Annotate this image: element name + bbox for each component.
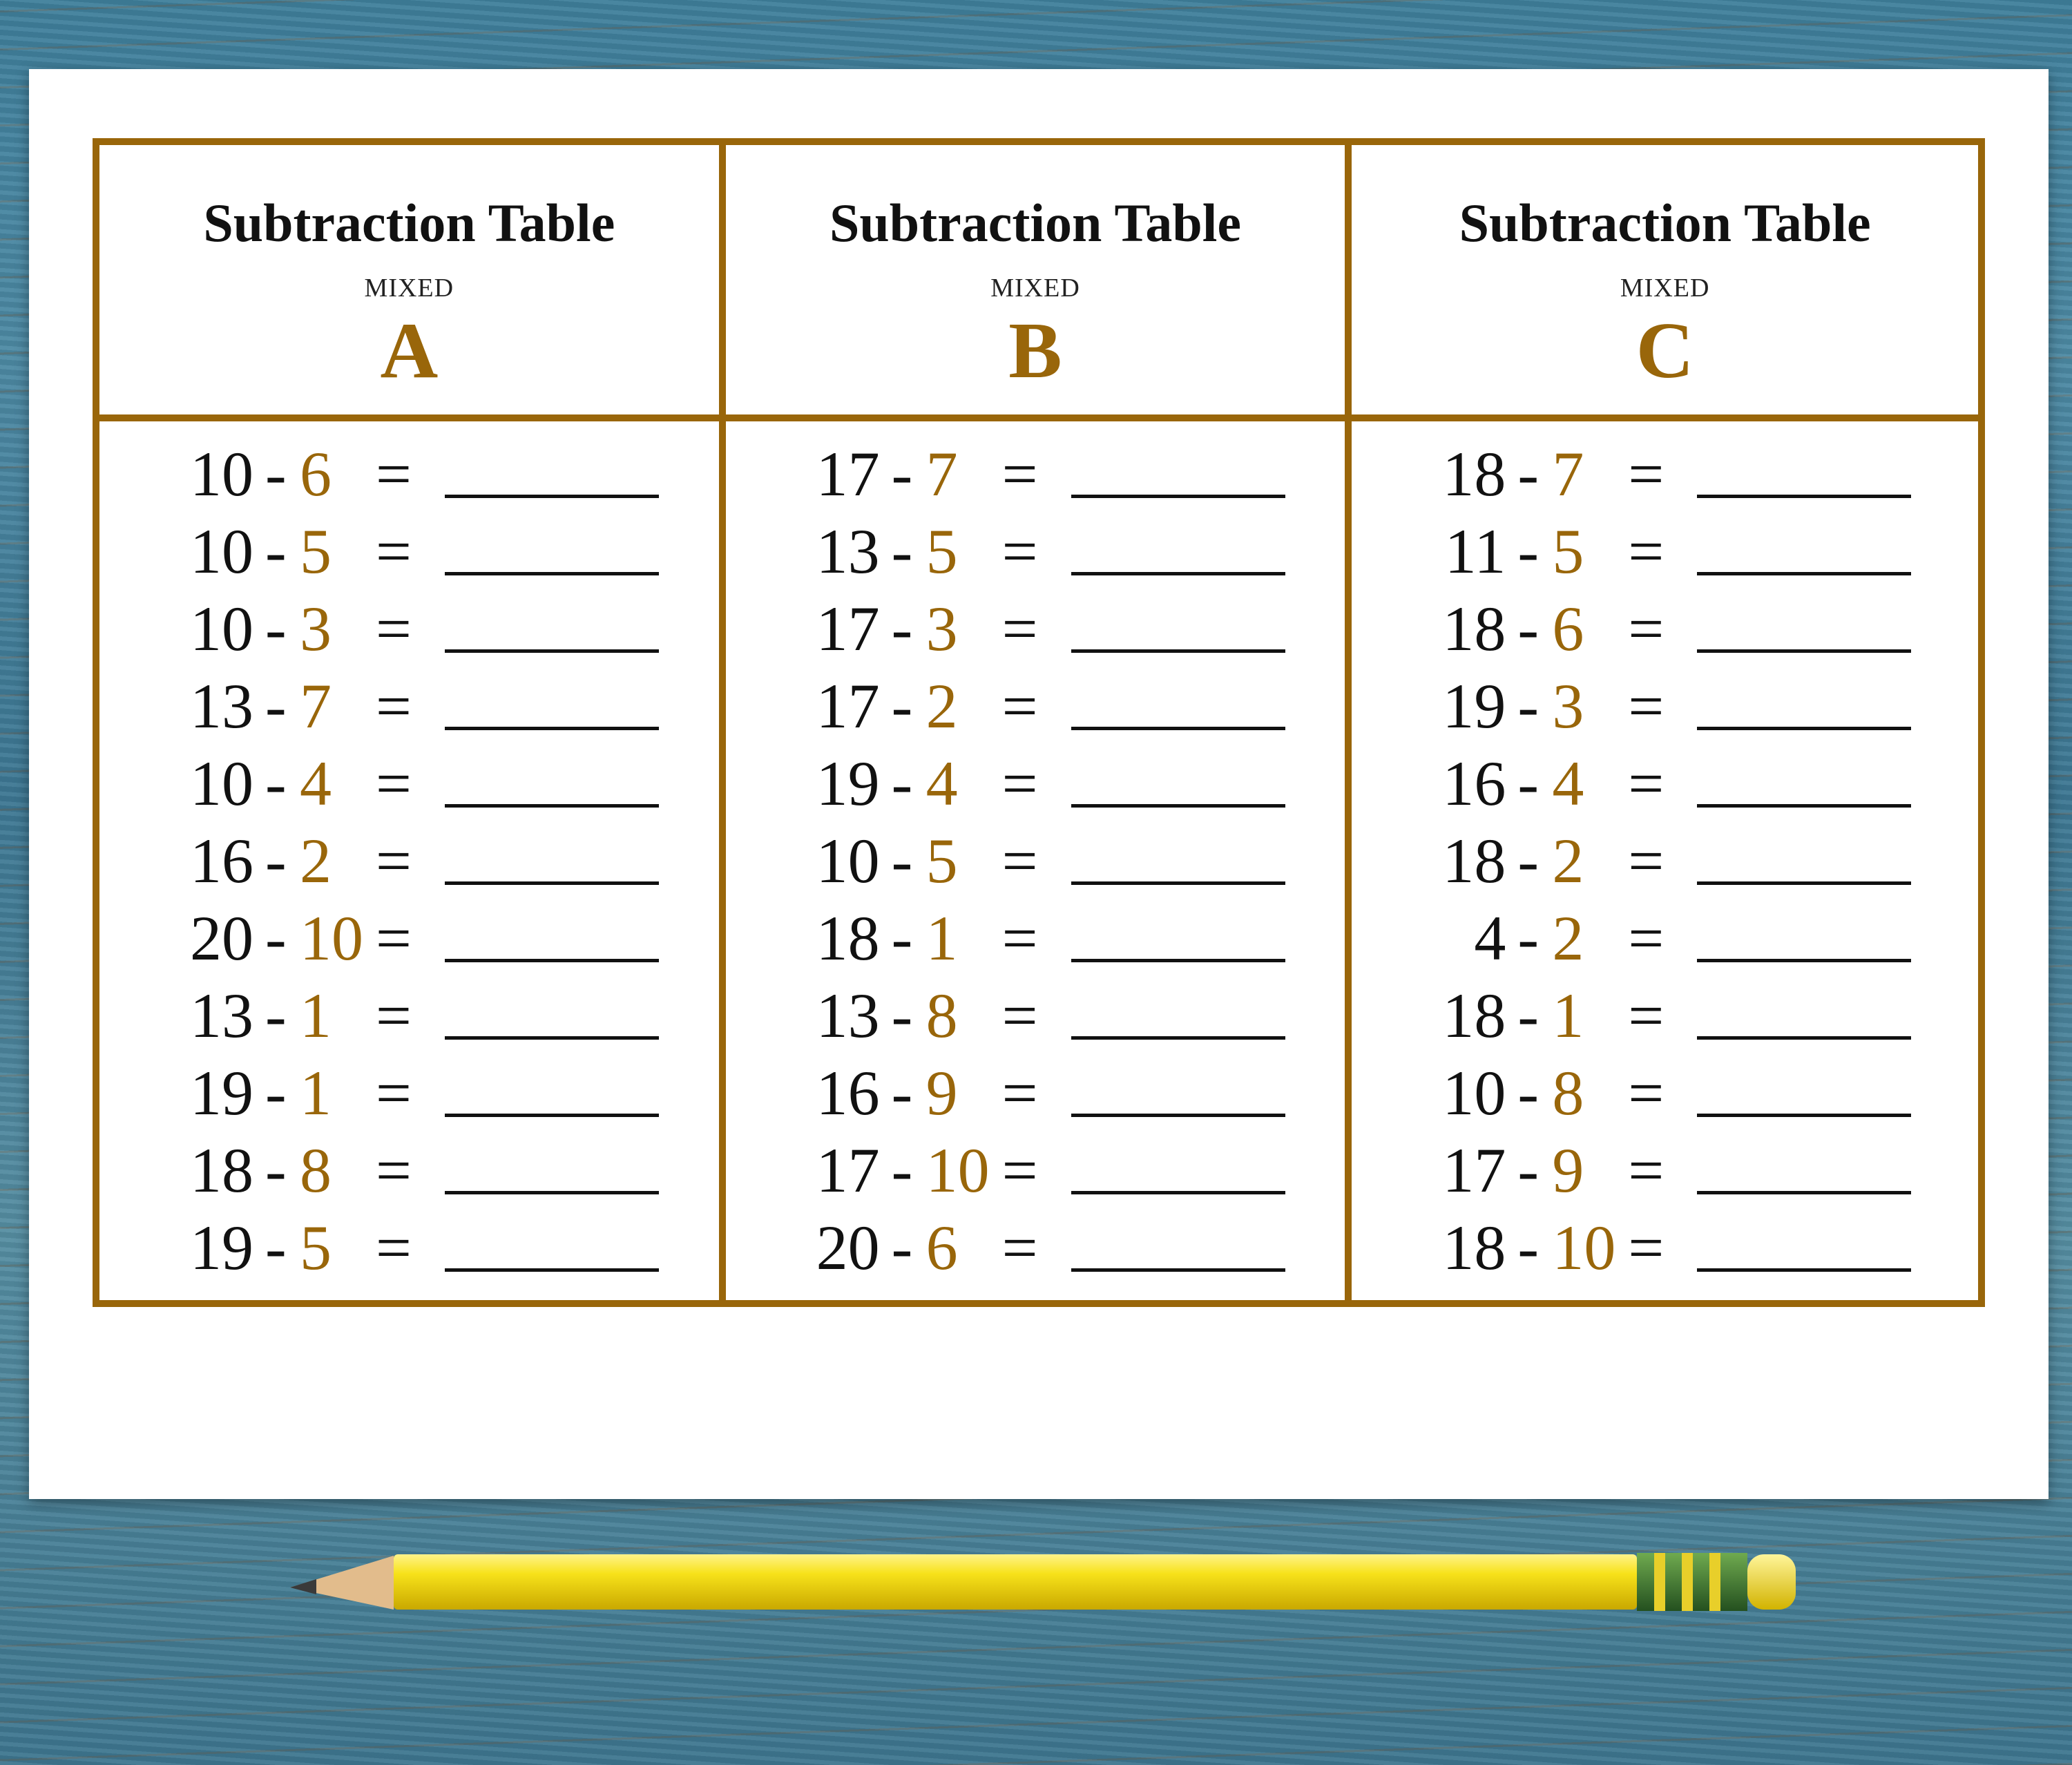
minus-sign: - (891, 439, 913, 509)
minuend: 20 (816, 1212, 880, 1283)
answer-blank[interactable] (1697, 572, 1911, 575)
equals-sign: = (376, 1212, 412, 1283)
problem-row (726, 977, 1345, 1054)
problem-list (726, 435, 1345, 1286)
subtrahend: 9 (1552, 1135, 1584, 1205)
equals-sign: = (376, 671, 412, 741)
problem-row (726, 1132, 1345, 1209)
equals-sign: = (1001, 516, 1038, 586)
table-header-c (1352, 145, 1978, 421)
minuend: 18 (1442, 826, 1506, 896)
table-body-a (99, 421, 726, 1300)
answer-blank[interactable] (1071, 572, 1285, 575)
table-title: Subtraction Table (829, 193, 1241, 253)
minus-sign: - (1517, 980, 1539, 1051)
answer-blank[interactable] (445, 572, 659, 575)
answer-blank[interactable] (1697, 881, 1911, 885)
minus-sign: - (265, 1058, 287, 1128)
subtrahend: 8 (1552, 1058, 1584, 1128)
answer-blank[interactable] (445, 649, 659, 653)
minus-sign: - (891, 903, 913, 973)
answer-blank[interactable] (1697, 1036, 1911, 1040)
minuend: 20 (190, 903, 253, 973)
equals-sign: = (1628, 516, 1665, 586)
subtrahend: 8 (300, 1135, 332, 1205)
subtrahend: 1 (925, 903, 958, 973)
answer-blank[interactable] (1071, 959, 1285, 962)
minuend: 19 (190, 1212, 253, 1283)
subtrahend: 4 (300, 748, 332, 819)
problem-row (99, 1132, 719, 1209)
minus-sign: - (891, 1135, 913, 1205)
subtrahend: 6 (300, 439, 332, 509)
minuend: 10 (190, 439, 253, 509)
answer-blank[interactable] (445, 1114, 659, 1117)
problem-row (726, 667, 1345, 745)
answer-blank[interactable] (445, 959, 659, 962)
subtrahend: 7 (300, 671, 332, 741)
minuend: 13 (190, 980, 253, 1051)
subtrahend: 6 (1552, 593, 1584, 664)
subtrahend: 5 (300, 516, 332, 586)
minus-sign: - (265, 748, 287, 819)
table-letter: A (380, 307, 439, 395)
minus-sign: - (265, 980, 287, 1051)
problem-row (726, 435, 1345, 513)
minus-sign: - (1517, 671, 1539, 741)
minuend: 11 (1444, 516, 1506, 586)
subtrahend: 9 (925, 1058, 958, 1128)
minus-sign: - (265, 516, 287, 586)
problem-row (726, 1054, 1345, 1132)
subtrahend: 4 (925, 748, 958, 819)
equals-sign: = (1628, 439, 1665, 509)
answer-blank[interactable] (1697, 804, 1911, 808)
equals-sign: = (1628, 980, 1665, 1051)
problem-row (1352, 435, 1978, 513)
minus-sign: - (1517, 1212, 1539, 1283)
minuend: 17 (816, 593, 880, 664)
subtrahend: 7 (925, 439, 958, 509)
answer-blank[interactable] (1697, 1268, 1911, 1272)
minus-sign: - (1517, 439, 1539, 509)
minus-sign: - (1517, 1058, 1539, 1128)
equals-sign: = (1628, 1135, 1665, 1205)
answer-blank[interactable] (1071, 1268, 1285, 1272)
problem-row (1352, 745, 1978, 822)
minus-sign: - (265, 593, 287, 664)
minuend: 4 (1474, 903, 1506, 973)
equals-sign: = (376, 1135, 412, 1205)
subtrahend: 2 (1552, 903, 1584, 973)
subtrahend: 4 (1552, 748, 1584, 819)
problem-row (99, 513, 719, 590)
subtrahend: 10 (300, 903, 363, 973)
problem-row (1352, 822, 1978, 899)
subtrahend: 2 (925, 671, 958, 741)
minuend: 18 (190, 1135, 253, 1205)
equals-sign: = (376, 516, 412, 586)
problem-row (1352, 1132, 1978, 1209)
equals-sign: = (376, 980, 412, 1051)
yellow-pencil-icon (283, 1547, 1803, 1616)
minuend: 17 (816, 1135, 880, 1205)
answer-blank[interactable] (445, 495, 659, 498)
table-title: Subtraction Table (1459, 193, 1871, 253)
problem-row (1352, 513, 1978, 590)
answer-blank[interactable] (1071, 649, 1285, 653)
subtrahend: 3 (925, 593, 958, 664)
answer-blank[interactable] (445, 881, 659, 885)
minus-sign: - (891, 1212, 913, 1283)
equals-sign: = (376, 593, 412, 664)
equals-sign: = (376, 903, 412, 973)
minus-sign: - (1517, 516, 1539, 586)
minus-sign: - (265, 903, 287, 973)
answer-blank[interactable] (445, 727, 659, 730)
answer-blank[interactable] (445, 804, 659, 808)
answer-blank[interactable] (1071, 881, 1285, 885)
minus-sign: - (265, 826, 287, 896)
table-subtitle: MIXED (364, 274, 454, 303)
subtrahend: 10 (1552, 1212, 1616, 1283)
minus-sign: - (1517, 593, 1539, 664)
minus-sign: - (1517, 903, 1539, 973)
minuend: 19 (816, 748, 880, 819)
subtrahend: 5 (925, 516, 958, 586)
equals-sign: = (1628, 593, 1665, 664)
minuend: 16 (190, 826, 253, 896)
equals-sign: = (1001, 1212, 1038, 1283)
minuend: 13 (816, 980, 880, 1051)
minuend: 10 (190, 516, 253, 586)
equals-sign: = (1001, 439, 1038, 509)
equals-sign: = (376, 1058, 412, 1128)
minuend: 18 (816, 903, 880, 973)
minus-sign: - (891, 671, 913, 741)
equals-sign: = (1628, 748, 1665, 819)
equals-sign: = (1001, 1058, 1038, 1128)
problem-row (99, 822, 719, 899)
equals-sign: = (1628, 671, 1665, 741)
problem-row (99, 745, 719, 822)
problem-row (99, 899, 719, 977)
problem-row (99, 1209, 719, 1286)
minuend: 16 (816, 1058, 880, 1128)
problem-row (1352, 899, 1978, 977)
problem-row (726, 513, 1345, 590)
problem-row (1352, 590, 1978, 667)
answer-blank[interactable] (1071, 1191, 1285, 1194)
table-header-b (726, 145, 1352, 421)
minuend: 10 (816, 826, 880, 896)
minuend: 13 (816, 516, 880, 586)
minuend: 18 (1442, 980, 1506, 1051)
minus-sign: - (1517, 748, 1539, 819)
table-body-b (726, 421, 1352, 1300)
table-subtitle: MIXED (990, 274, 1080, 303)
subtrahend: 1 (1552, 980, 1584, 1051)
minus-sign: - (891, 748, 913, 819)
minuend: 10 (1442, 1058, 1506, 1128)
minuend: 17 (816, 439, 880, 509)
answer-blank[interactable] (1071, 727, 1285, 730)
equals-sign: = (1001, 671, 1038, 741)
problem-row (99, 977, 719, 1054)
problem-row (1352, 1054, 1978, 1132)
minuend: 17 (1442, 1135, 1506, 1205)
problem-row (99, 1054, 719, 1132)
minus-sign: - (265, 1135, 287, 1205)
subtrahend: 2 (1552, 826, 1584, 896)
answer-blank[interactable] (1697, 1114, 1911, 1117)
minus-sign: - (891, 826, 913, 896)
answer-blank[interactable] (1071, 1036, 1285, 1040)
minuend: 13 (190, 671, 253, 741)
answer-blank[interactable] (1697, 1191, 1911, 1194)
problem-row (726, 1209, 1345, 1286)
problem-row (726, 822, 1345, 899)
answer-blank[interactable] (1697, 495, 1911, 498)
problem-row (99, 667, 719, 745)
subtrahend: 5 (925, 826, 958, 896)
minuend: 10 (190, 593, 253, 664)
minuend: 18 (1442, 439, 1506, 509)
answer-blank[interactable] (1697, 649, 1911, 653)
table-body-c (1352, 421, 1978, 1300)
equals-sign: = (1001, 826, 1038, 896)
equals-sign: = (1628, 1212, 1665, 1283)
minus-sign: - (265, 439, 287, 509)
minus-sign: - (1517, 1135, 1539, 1205)
table-letter: B (1008, 307, 1062, 395)
equals-sign: = (1001, 903, 1038, 973)
equals-sign: = (1001, 748, 1038, 819)
worksheet-paper (29, 69, 2049, 1499)
minuend: 18 (1442, 1212, 1506, 1283)
minus-sign: - (891, 980, 913, 1051)
answer-blank[interactable] (445, 1268, 659, 1272)
minus-sign: - (891, 593, 913, 664)
subtrahend: 3 (1552, 671, 1584, 741)
problem-row (1352, 977, 1978, 1054)
table-header-a (99, 145, 726, 421)
problem-row (1352, 1209, 1978, 1286)
problem-row (1352, 667, 1978, 745)
subtrahend: 1 (300, 980, 332, 1051)
minuend: 19 (190, 1058, 253, 1128)
minus-sign: - (265, 671, 287, 741)
answer-blank[interactable] (1071, 495, 1285, 498)
equals-sign: = (1628, 1058, 1665, 1128)
problem-row (726, 590, 1345, 667)
problem-list (99, 435, 719, 1286)
subtrahend: 1 (300, 1058, 332, 1128)
answer-blank[interactable] (1071, 1114, 1285, 1117)
equals-sign: = (376, 826, 412, 896)
problem-row (726, 899, 1345, 977)
table-title: Subtraction Table (203, 193, 615, 253)
equals-sign: = (1001, 980, 1038, 1051)
equals-sign: = (1628, 903, 1665, 973)
subtrahend: 6 (925, 1212, 958, 1283)
subtrahend: 3 (300, 593, 332, 664)
minus-sign: - (1517, 826, 1539, 896)
problem-row (99, 435, 719, 513)
minuend: 19 (1442, 671, 1506, 741)
minuend: 17 (816, 671, 880, 741)
subtrahend: 10 (925, 1135, 990, 1205)
subtrahend: 8 (925, 980, 958, 1051)
subtraction-grid (93, 138, 1985, 1307)
subtrahend: 7 (1552, 439, 1584, 509)
equals-sign: = (376, 748, 412, 819)
answer-blank[interactable] (1697, 959, 1911, 962)
subtrahend: 5 (300, 1212, 332, 1283)
answer-blank[interactable] (1071, 804, 1285, 808)
subtrahend: 2 (300, 826, 332, 896)
answer-blank[interactable] (445, 1036, 659, 1040)
problem-row (99, 590, 719, 667)
problem-list (1352, 435, 1978, 1286)
equals-sign: = (1628, 826, 1665, 896)
answer-blank[interactable] (1697, 727, 1911, 730)
equals-sign: = (376, 439, 412, 509)
subtrahend: 5 (1552, 516, 1584, 586)
equals-sign: = (1001, 593, 1038, 664)
table-letter: C (1635, 307, 1694, 395)
minuend: 16 (1442, 748, 1506, 819)
equals-sign: = (1001, 1135, 1038, 1205)
problem-row (726, 745, 1345, 822)
minuend: 10 (190, 748, 253, 819)
answer-blank[interactable] (445, 1191, 659, 1194)
table-subtitle: MIXED (1620, 274, 1710, 303)
minus-sign: - (265, 1212, 287, 1283)
minuend: 18 (1442, 593, 1506, 664)
minus-sign: - (891, 516, 913, 586)
minus-sign: - (891, 1058, 913, 1128)
